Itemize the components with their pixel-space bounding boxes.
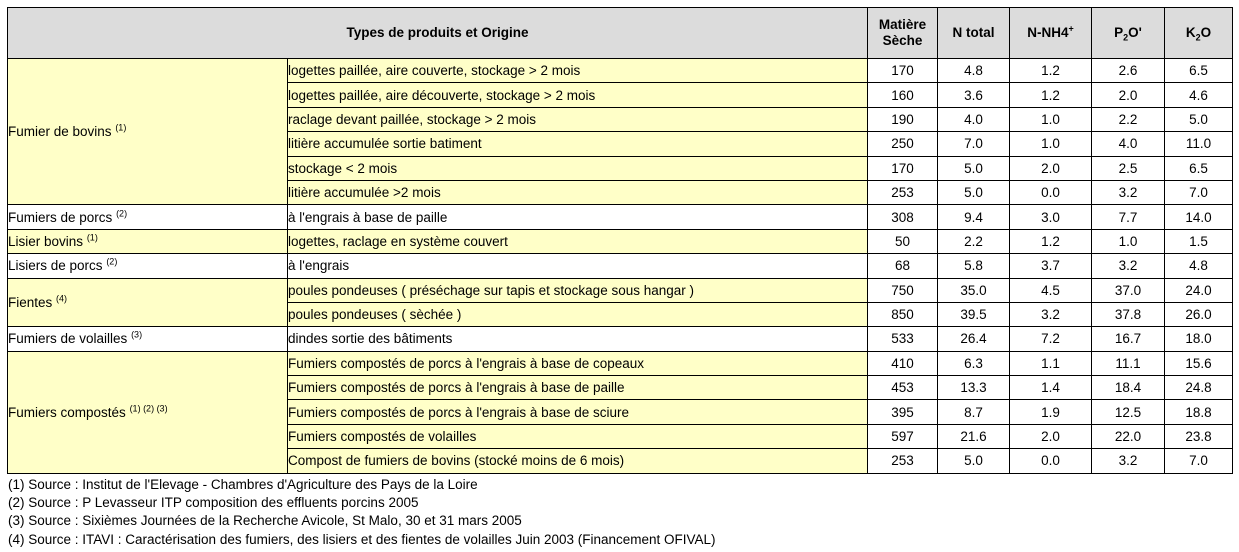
ntotal-cell: 8.7: [938, 400, 1010, 424]
k2o-cell: 15.6: [1165, 351, 1233, 375]
ms-cell: 850: [868, 302, 938, 326]
origin-cell: [8, 205, 288, 229]
origin-cell: [8, 254, 288, 278]
p2o-cell: 3.2: [1092, 180, 1165, 204]
description-cell: Fumiers compostés de volailles: [288, 424, 868, 448]
source-note: (3) Source : Sixièmes Journées de la Recherche Avicole, St Malo, 30 et 31 mars 2005: [8, 513, 522, 529]
p2o-cell: 2.6: [1092, 59, 1165, 83]
header-ms-line1: Matière: [878, 17, 927, 33]
header-ntotal-label: N total: [952, 25, 995, 41]
ms-cell: 253: [868, 449, 938, 473]
nnh4-cell: 3.2: [1010, 302, 1092, 326]
ntotal-cell: 13.3: [938, 376, 1010, 400]
header-p2o: [1092, 8, 1165, 59]
ms-cell: 308: [868, 205, 938, 229]
ms-cell: 253: [868, 180, 938, 204]
header-nnh4-sup: +: [1068, 23, 1074, 34]
header-k2o-a: K: [1185, 25, 1196, 41]
p2o-cell: 22.0: [1092, 424, 1165, 448]
description-cell: poules pondeuses ( sèchée ): [288, 302, 868, 326]
ms-cell: 410: [868, 351, 938, 375]
origin-note-ref: (3): [131, 329, 143, 340]
k2o-cell: 14.0: [1165, 205, 1233, 229]
ntotal-cell: 5.0: [938, 156, 1010, 180]
ntotal-cell: 21.6: [938, 424, 1010, 448]
table-row: [8, 254, 1233, 278]
source-notes: [8, 476, 716, 549]
description-cell: à l'engrais à base de paille: [288, 205, 868, 229]
ms-cell: 68: [868, 254, 938, 278]
p2o-cell: 37.0: [1092, 278, 1165, 302]
ms-cell: 170: [868, 59, 938, 83]
ntotal-cell: 39.5: [938, 302, 1010, 326]
k2o-cell: 18.8: [1165, 400, 1233, 424]
origin-note-ref: (2): [106, 256, 118, 267]
p2o-cell: 2.5: [1092, 156, 1165, 180]
description-cell: litière accumulée sortie batiment: [288, 132, 868, 156]
ntotal-cell: 4.0: [938, 107, 1010, 131]
header-p2o-b: O': [1128, 25, 1142, 41]
source-note: (2) Source : P Levasseur ITP composition des effluents porcins 2005: [8, 495, 419, 511]
description-cell: dindes sortie des bâtiments: [288, 327, 868, 351]
nnh4-cell: 1.1: [1010, 351, 1092, 375]
k2o-cell: 11.0: [1165, 132, 1233, 156]
table-row: [8, 205, 1233, 229]
p2o-cell: 2.0: [1092, 83, 1165, 107]
header-p2o-sub: 2: [1123, 32, 1129, 43]
k2o-cell: 4.6: [1165, 83, 1233, 107]
origin-label: Lisier bovins: [8, 233, 84, 249]
ntotal-cell: 5.8: [938, 254, 1010, 278]
p2o-cell: 16.7: [1092, 327, 1165, 351]
k2o-cell: 7.0: [1165, 180, 1233, 204]
origin-note-ref: (1): [86, 232, 98, 243]
p2o-cell: 37.8: [1092, 302, 1165, 326]
origin-cell: [8, 59, 288, 205]
header-nnh4-base: N-NH4: [1027, 25, 1069, 41]
p2o-cell: 1.0: [1092, 229, 1165, 253]
header-n-nh4: [1010, 8, 1092, 59]
header-p2o-a: P: [1114, 25, 1124, 41]
ntotal-cell: 35.0: [938, 278, 1010, 302]
ms-cell: 533: [868, 327, 938, 351]
origin-note-ref: (1): [115, 122, 127, 133]
description-cell: Fumiers compostés de porcs à l'engrais à base de sciure: [288, 400, 868, 424]
ntotal-cell: 7.0: [938, 132, 1010, 156]
p2o-cell: 3.2: [1092, 254, 1165, 278]
description-cell: à l'engrais: [288, 254, 868, 278]
nnh4-cell: 1.4: [1010, 376, 1092, 400]
nnh4-cell: 4.5: [1010, 278, 1092, 302]
ms-cell: 50: [868, 229, 938, 253]
p2o-cell: 2.2: [1092, 107, 1165, 131]
table-row: [8, 59, 1233, 83]
k2o-cell: 24.0: [1165, 278, 1233, 302]
nnh4-cell: 3.0: [1010, 205, 1092, 229]
header-n-total: [938, 8, 1010, 59]
p2o-cell: 4.0: [1092, 132, 1165, 156]
table-header-row: [8, 8, 1233, 59]
effluents-composition-table: [7, 7, 1233, 474]
ntotal-cell: 26.4: [938, 327, 1010, 351]
ntotal-cell: 2.2: [938, 229, 1010, 253]
header-k2o-sub: 2: [1195, 32, 1201, 43]
nnh4-cell: 7.2: [1010, 327, 1092, 351]
nnh4-cell: 1.0: [1010, 107, 1092, 131]
description-cell: logettes paillée, aire couverte, stockage > 2 mois: [288, 59, 868, 83]
ms-cell: 395: [868, 400, 938, 424]
p2o-cell: 12.5: [1092, 400, 1165, 424]
k2o-cell: 1.5: [1165, 229, 1233, 253]
nnh4-cell: 2.0: [1010, 424, 1092, 448]
header-matiere-seche: [868, 8, 938, 59]
origin-label: Fumiers de porcs: [8, 209, 113, 225]
ntotal-cell: 9.4: [938, 205, 1010, 229]
ms-cell: 190: [868, 107, 938, 131]
header-ms-line2: Sèche: [882, 33, 923, 48]
ms-cell: 160: [868, 83, 938, 107]
description-cell: logettes paillée, aire découverte, stockage > 2 mois: [288, 83, 868, 107]
origin-label: Fientes: [8, 294, 53, 310]
p2o-cell: 18.4: [1092, 376, 1165, 400]
k2o-cell: 18.0: [1165, 327, 1233, 351]
ms-cell: 170: [868, 156, 938, 180]
ntotal-cell: 3.6: [938, 83, 1010, 107]
nnh4-cell: 2.0: [1010, 156, 1092, 180]
description-cell: Compost de fumiers de bovins (stocké moins de 6 mois): [288, 449, 868, 473]
p2o-cell: 7.7: [1092, 205, 1165, 229]
k2o-cell: 24.8: [1165, 376, 1233, 400]
ntotal-cell: 5.0: [938, 180, 1010, 204]
table-row: [8, 327, 1233, 351]
origin-label: Fumiers compostés: [8, 404, 126, 420]
source-note: (4) Source : ITAVI : Caractérisation des fumiers, des lisiers et des fientes de volailles Juin 2003 (Financement OFIVAL): [8, 531, 716, 547]
nnh4-cell: 1.2: [1010, 59, 1092, 83]
origin-label: Fumier de bovins: [8, 124, 112, 140]
description-cell: poules pondeuses ( préséchage sur tapis et stockage sous hangar ): [288, 278, 868, 302]
ntotal-cell: 4.8: [938, 59, 1010, 83]
k2o-cell: 23.8: [1165, 424, 1233, 448]
table-row: [8, 351, 1233, 375]
k2o-cell: 6.5: [1165, 156, 1233, 180]
table-body: [8, 59, 1233, 474]
header-types-label: Types de produits et Origine: [346, 25, 529, 41]
nnh4-cell: 0.0: [1010, 180, 1092, 204]
source-note: (1) Source : Institut de l'Elevage - Chambres d'Agriculture des Pays de la Loire: [8, 477, 478, 492]
table-row: [8, 278, 1233, 302]
origin-cell: [8, 351, 288, 473]
description-cell: litière accumulée >2 mois: [288, 180, 868, 204]
p2o-cell: 11.1: [1092, 351, 1165, 375]
nnh4-cell: 3.7: [1010, 254, 1092, 278]
description-cell: Fumiers compostés de porcs à l'engrais à base de copeaux: [288, 351, 868, 375]
origin-note-ref: (2): [116, 208, 128, 219]
description-cell: logettes, raclage en système couvert: [288, 229, 868, 253]
origin-cell: [8, 229, 288, 253]
ntotal-cell: 6.3: [938, 351, 1010, 375]
k2o-cell: 5.0: [1165, 107, 1233, 131]
ms-cell: 750: [868, 278, 938, 302]
table-row: [8, 229, 1233, 253]
nnh4-cell: 1.2: [1010, 229, 1092, 253]
origin-note-ref: (1) (2) (3): [129, 403, 168, 414]
origin-label: Fumiers de volailles: [8, 331, 128, 347]
description-cell: stockage < 2 mois: [288, 156, 868, 180]
origin-label: Lisiers de porcs: [8, 258, 103, 274]
nnh4-cell: 0.0: [1010, 449, 1092, 473]
origin-note-ref: (4): [56, 293, 68, 304]
k2o-cell: 6.5: [1165, 59, 1233, 83]
header-k2o-b: O: [1200, 25, 1212, 41]
k2o-cell: 26.0: [1165, 302, 1233, 326]
origin-cell: [8, 327, 288, 351]
k2o-cell: 7.0: [1165, 449, 1233, 473]
ms-cell: 597: [868, 424, 938, 448]
ms-cell: 453: [868, 376, 938, 400]
nnh4-cell: 1.2: [1010, 83, 1092, 107]
ntotal-cell: 5.0: [938, 449, 1010, 473]
nnh4-cell: 1.0: [1010, 132, 1092, 156]
header-k2o: [1165, 8, 1233, 59]
origin-cell: [8, 278, 288, 327]
description-cell: raclage devant paillée, stockage > 2 mois: [288, 107, 868, 131]
ms-cell: 250: [868, 132, 938, 156]
nnh4-cell: 1.9: [1010, 400, 1092, 424]
p2o-cell: 3.2: [1092, 449, 1165, 473]
description-cell: Fumiers compostés de porcs à l'engrais à base de paille: [288, 376, 868, 400]
header-types: [8, 8, 868, 59]
k2o-cell: 4.8: [1165, 254, 1233, 278]
